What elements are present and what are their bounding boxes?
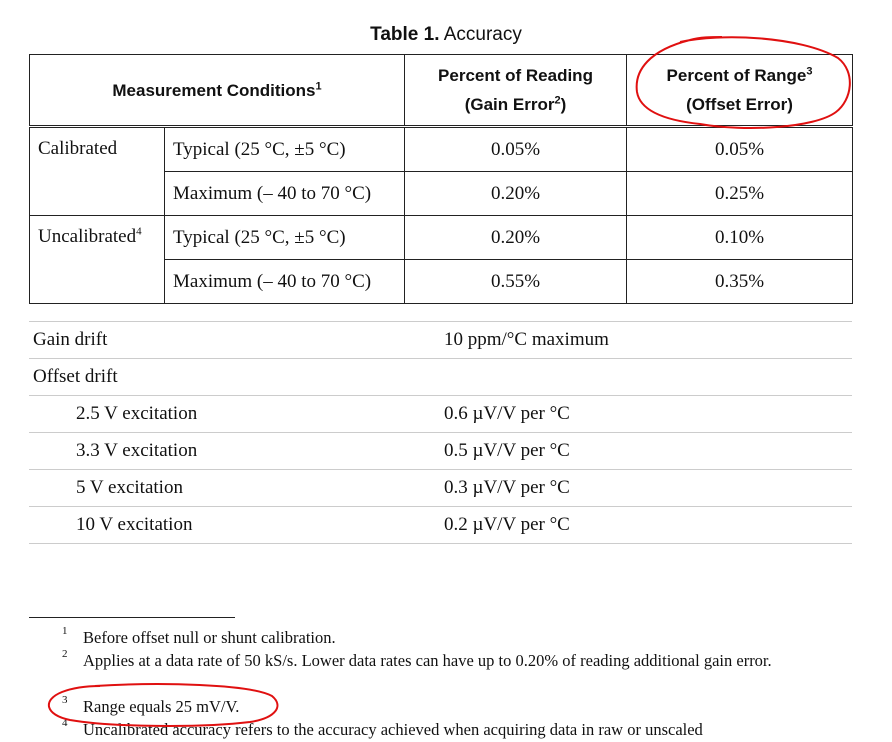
header-measurement-conditions: Measurement Conditions$^1$	[30, 55, 405, 127]
condition-cell: Maximum (– 40 to 70 °C)	[165, 260, 405, 304]
reading-cell: 0.20%	[405, 172, 627, 216]
spec-label: 5 V excitation	[76, 477, 183, 498]
footnote-number: 4	[62, 717, 68, 729]
table-row	[30, 127, 853, 172]
spec-row-2-5v	[29, 395, 852, 432]
group-calibrated: Calibrated	[30, 127, 165, 216]
footnote-text: Applies at a data rate of 50 kS/s. Lower data rates can have up to 0.20% of reading additional gain error.	[83, 651, 772, 670]
spec-value: 0.6 µV/V per °C	[444, 403, 570, 424]
accuracy-table	[29, 54, 853, 304]
range-cell: 0.10%	[627, 216, 853, 260]
caption-title: Accuracy	[443, 24, 522, 45]
condition-cell: Typical (25 °C, ±5 °C)	[165, 127, 405, 172]
range-cell: 0.35%	[627, 260, 853, 304]
spec-value: 0.3 µV/V per °C	[444, 477, 570, 498]
range-cell: 0.25%	[627, 172, 853, 216]
footnote-text: Range equals 25 mV/V.	[83, 697, 240, 716]
footnote-number: 3	[62, 694, 68, 706]
drift-spec-list	[29, 321, 852, 544]
spec-value: 10 ppm/°C maximum	[444, 329, 609, 350]
table-header-row	[30, 55, 853, 127]
header-percent-of-reading: Percent of Reading (Gain Error$^2$)	[405, 55, 627, 127]
footnote-text: Uncalibrated accuracy refers to the accuracy achieved when acquiring data in raw or unscaled	[83, 720, 703, 739]
footnote-divider	[29, 617, 235, 618]
header-percent-of-range: Percent of Range$^3$ (Offset Error)	[627, 55, 853, 127]
condition-cell: Maximum (– 40 to 70 °C)	[165, 172, 405, 216]
spec-row-5v	[29, 469, 852, 506]
reading-cell: 0.05%	[405, 127, 627, 172]
table-caption	[0, 24, 892, 46]
footnote-number: 2	[62, 648, 68, 660]
reading-cell: 0.20%	[405, 216, 627, 260]
spec-row-gain-drift	[29, 321, 852, 358]
spec-row-10v	[29, 506, 852, 544]
condition-cell: Typical (25 °C, ±5 °C)	[165, 216, 405, 260]
spec-label: Gain drift	[33, 329, 108, 350]
spec-value: 0.5 µV/V per °C	[444, 440, 570, 461]
spec-label: Offset drift	[33, 366, 118, 387]
reading-cell: 0.55%	[405, 260, 627, 304]
range-cell: 0.05%	[627, 127, 853, 172]
spec-label: 10 V excitation	[76, 514, 193, 535]
footnote-text: Before offset null or shunt calibration.	[83, 628, 336, 647]
caption-label: Table 1.	[370, 24, 440, 45]
spec-label: 2.5 V excitation	[76, 403, 198, 424]
spec-value: 0.2 µV/V per °C	[444, 514, 570, 535]
table-row	[30, 216, 853, 260]
spec-row-3-3v	[29, 432, 852, 469]
footnote-number: 1	[62, 625, 68, 637]
spec-row-offset-drift	[29, 358, 852, 395]
spec-label: 3.3 V excitation	[76, 440, 198, 461]
group-uncalibrated: Uncalibrated$^4$	[30, 216, 165, 304]
